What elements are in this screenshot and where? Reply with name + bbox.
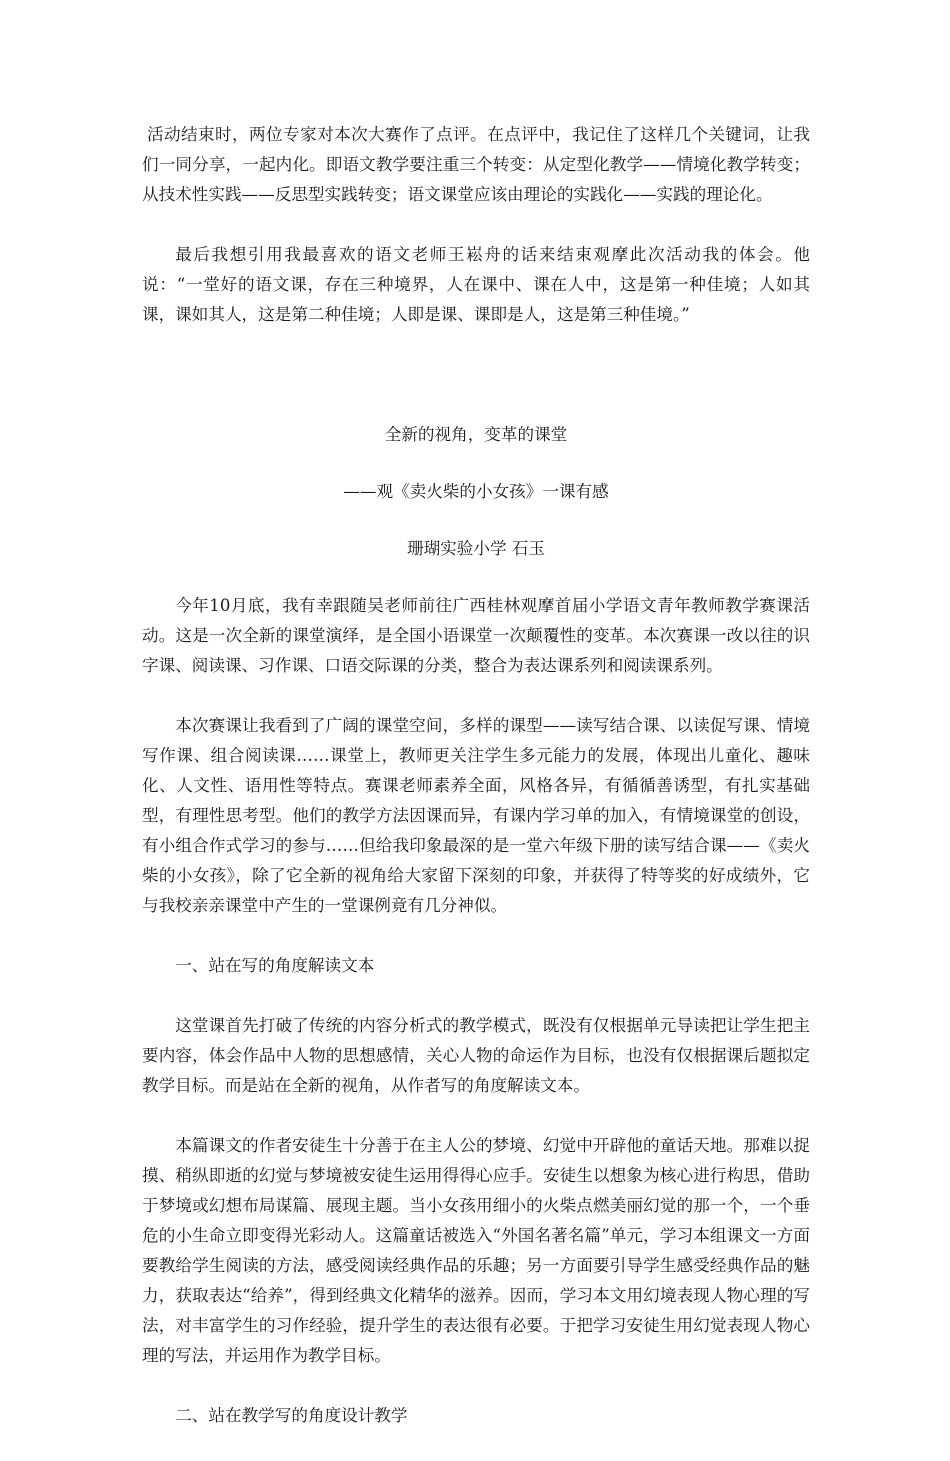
section-spacer xyxy=(142,360,810,420)
article-title: 全新的视角，变革的课堂 xyxy=(384,425,568,444)
paragraph-andersen-analysis: 本篇课文的作者安徒生十分善于在主人公的梦境、幻觉中开辟他的童话天地。那难以捉摸、稍纵即逝的幻觉与梦境被安徒生运用得得心应手。安徒生以想象为核心进行构思，借助于梦境或幻想布局谋篇、展现主题。当小女孩用细小的火柴点燃美丽幻觉的那一个，一个垂危的小生命立即变得光彩动人。这篇童话被选入“外国名著名篇”单元，学习本组课文一方面要教给学生阅读的方法，感受阅读经典作品的乐趣；另一方面要引导学生感受经典作品的魅力，获取表达“给养”，得到经典文化精华的滋养。因而，学习本文用幻境表现人物心理的写法，对丰富学生的习作经验，提升学生的表达很有必要。于把学习安徒生用幻觉表现人物心理的写法，并运用作为教学目标。 xyxy=(142,1136,810,1365)
section-heading-2: 二、站在教学写的角度设计教学 xyxy=(175,1406,408,1425)
document-page xyxy=(142,120,810,1461)
article-subtitle: ——观《卖火柴的小女孩》一课有感 xyxy=(343,482,609,501)
paragraph-competition-overview: 本次赛课让我看到了广阔的课堂空间，多样的课型——读写结合课、以读促写课、情境写作课、组合阅读课……课堂上，教师更关注学生多元能力的发展，体现出儿童化、趣味化、人文性、语用性等特点。赛课老师素养全面，风格各异，有循循善诱型，有扎实基础型，有理性思考型。他们的教学方法因课而异，有课内学习单的加入，有情境课堂的创设，有小组合作式学习的参与……但给我印象最深的是一堂六年级下册的读写结合课——《卖火柴的小女孩》，除了它全新的视角给大家留下深刻的印象，并获得了特等奖的好成绩外，它与我校亲亲课堂中产生的一堂课例竟有几分神似。 xyxy=(142,716,810,915)
paragraph-teaching-mode: 这堂课首先打破了传统的内容分析式的教学模式，既没有仅根据单元导读把让学生把主要内容，体会作品中人物的思想感情，关心人物的命运作为目标，也没有仅根据课后题拟定教学目标。而是站在全新的视角，从作者写的角度解读文本。 xyxy=(142,1016,810,1095)
paragraph-intro: 今年10月底，我有幸跟随吴老师前往广西桂林观摩首届小学语文青年教师教学赛课活动。这是一次全新的课堂演绎，是全国小语课堂一次颠覆性的变革。本次赛课一改以往的识字课、阅读课、习作课、口语交际课的分类，整合为表达课系列和阅读课系列。 xyxy=(142,596,810,675)
paragraph-closing-quote: 最后我想引用我最喜欢的语文老师王崧舟的话来结束观摩此次活动我的体会。他说：“一堂好的语文课，存在三种境界，人在课中、课在人中，这是第一种佳境；人如其课，课如其人，这是第二种佳境；人即是课、课即是人，这是第三种佳境。” xyxy=(142,245,810,324)
paragraph-expert-review: 活动结束时，两位专家对本次大赛作了点评。在点评中，我记住了这样几个关键词，让我们一同分享，一起内化。即语文教学要注重三个转变：从定型化教学——情境化教学转变；从技术性实践——反思型实践转变；语文课堂应该由理论的实践化——实践的理论化。 xyxy=(142,125,810,204)
section-heading-1: 一、站在写的角度解读文本 xyxy=(175,956,375,975)
article-author: 珊瑚实验小学 石玉 xyxy=(406,539,546,558)
